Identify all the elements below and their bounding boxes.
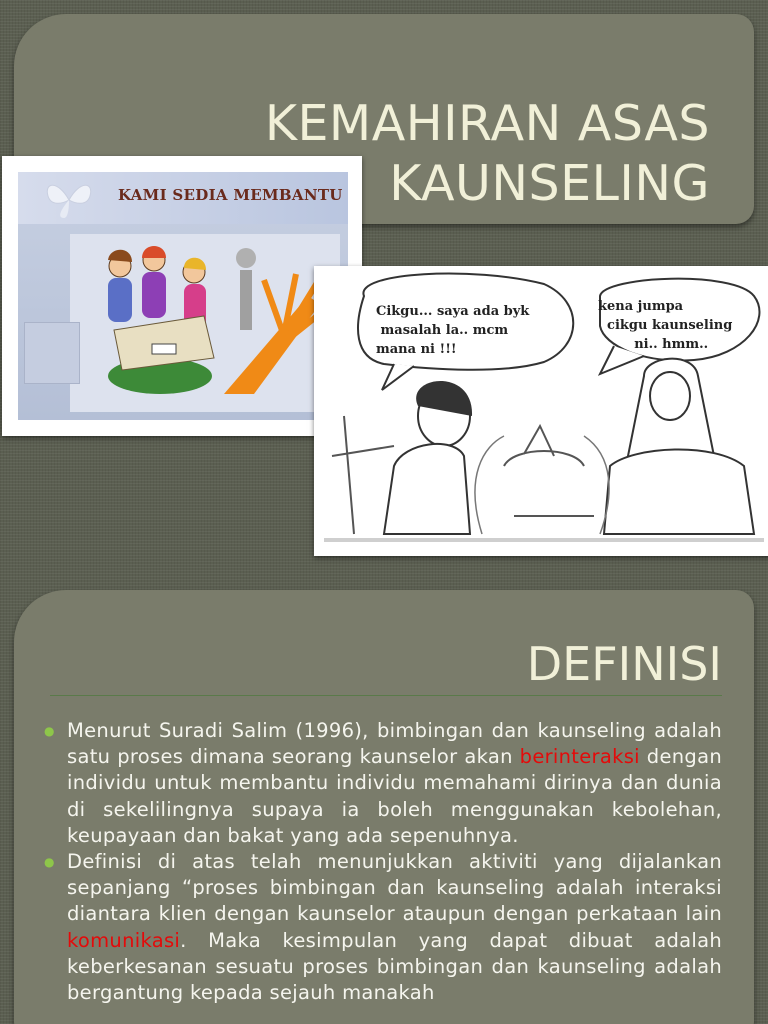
list-item: ● Menurut Suradi Salim (1996), bimbingan dan kaunseling adalah satu proses dimana seorang kaunselor akan berinteraksi dengan individu untuk membantu individu memahami dirinya dan dunia di sekelilingnya supaya ia boleh menggunakan kebolehan, keupayaan dan bakat yang ada sepenuhnya. [44, 719, 722, 847]
list-item: ● Definisi di atas telah menunjukkan aktiviti yang dijalankan sepanjang “proses bimbingan dan kaunseling adalah interaksi diantara klien dengan kaunselor ataupun dengan perkataan lain komunikasi. Maka kesimpulan yang dapat dibuat adalah keberkesanan sesuatu proses bimbingan dan kaunseling adalah bergantung kepada sejauh manakah [44, 850, 722, 1005]
cartoon-illustration [314, 266, 768, 556]
definition-list [44, 718, 722, 1006]
speech-bubble-student: Cikgu... saya ada byk masalah la.. mcm mana ni !!! [376, 304, 530, 357]
people-at-table-icon [100, 238, 218, 398]
illustration-canvas [18, 172, 348, 420]
speech-bubble-teacher: kena jumpa cikgu kaunseling ni.. hmm.. [598, 299, 733, 352]
counseling-illustration [2, 156, 362, 436]
highlight-term: komunikasi [67, 928, 181, 952]
bullet-icon: ● [44, 855, 55, 870]
definition-title: DEFINISI [526, 637, 722, 691]
title-line-1: KEMAHIRAN ASAS [264, 95, 710, 152]
bullet-icon: ● [44, 724, 55, 738]
butterfly-icon [42, 178, 96, 222]
title-line-2: KAUNSELING [389, 155, 710, 212]
illustration-banner: KAMI SEDIA MEMBANTU [118, 186, 343, 204]
highlight-term: berinteraksi [519, 745, 640, 769]
title-divider [50, 695, 722, 696]
